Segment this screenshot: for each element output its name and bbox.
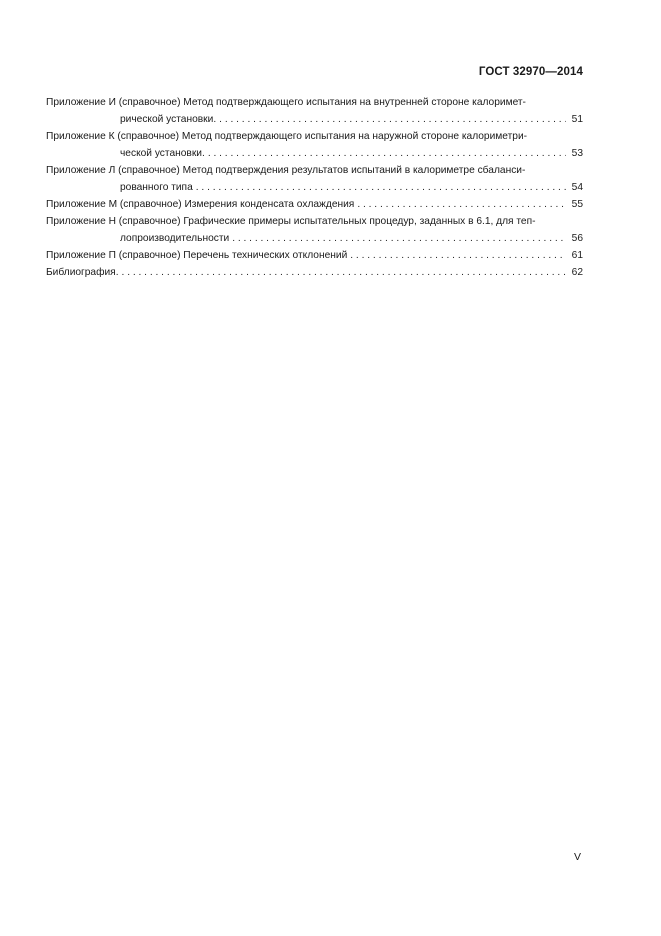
toc-entry-title: Приложение К (справочное) Метод подтверждающего испытания на наружной стороне калориметри- <box>46 131 528 142</box>
toc-entry-line <box>46 230 583 247</box>
toc-page-number: 56 <box>571 233 583 244</box>
toc-entry-line <box>46 94 583 111</box>
toc-entry-appendix-i[interactable] <box>46 94 583 128</box>
toc-entry-line <box>46 145 583 162</box>
toc-entry-appendix-k[interactable] <box>46 128 583 162</box>
toc-entry-line <box>46 196 583 213</box>
toc-page-number: 55 <box>571 199 583 210</box>
toc-entry-title: Библиография. <box>46 267 119 278</box>
toc-entry-line <box>46 162 583 179</box>
toc-entry-line <box>46 247 583 264</box>
toc-entry-title: Приложение П (справочное) Перечень технических отклонений <box>46 250 348 261</box>
toc-page-number: 51 <box>571 114 583 125</box>
toc-entry-title-continuation: рованного типа <box>120 182 193 193</box>
toc-page-number: 62 <box>571 267 583 278</box>
toc-entry-title-continuation: ческой установки. <box>120 148 205 159</box>
toc-entry-title: Приложение И (справочное) Метод подтверждающего испытания на внутренней стороне калоримет- <box>46 97 526 108</box>
dot-leader <box>196 179 566 196</box>
toc-entry-appendix-l[interactable] <box>46 162 583 196</box>
toc-entry-appendix-n[interactable] <box>46 213 583 247</box>
toc-entry-title-continuation: лопроизводительности <box>120 233 230 244</box>
dot-leader <box>219 111 566 128</box>
toc-entry-title: Приложение Н (справочное) Графические примеры испытательных процедур, заданных в 6.1, для теп- <box>46 216 536 227</box>
dot-leader <box>208 145 566 162</box>
toc-entry-title: Приложение Л (справочное) Метод подтверждения результатов испытаний в калориметре сбаланси- <box>46 165 526 176</box>
toc-entry-appendix-m[interactable] <box>46 196 583 213</box>
dot-leader <box>232 230 566 247</box>
toc-page-number: 53 <box>571 148 583 159</box>
toc-page-number: 61 <box>571 250 583 261</box>
toc-entry-line <box>46 179 583 196</box>
page-folio: V <box>573 851 581 863</box>
toc-page-number: 54 <box>571 182 583 193</box>
toc-entry-line <box>46 111 583 128</box>
toc-entry-line <box>46 128 583 145</box>
dot-leader <box>350 247 566 264</box>
toc-entry-title: Приложение М (справочное) Измерения конденсата охлаждения <box>46 199 355 210</box>
toc-entry-line <box>46 264 583 281</box>
toc-entry-appendix-p[interactable] <box>46 247 583 264</box>
toc-entry-line <box>46 213 583 230</box>
toc-entry-title-continuation: рической установки. <box>120 114 217 125</box>
dot-leader <box>357 196 566 213</box>
toc-entry-bibliography[interactable] <box>46 264 583 281</box>
document-header: ГОСТ 32970—2014 <box>478 66 583 78</box>
dot-leader <box>122 264 566 281</box>
table-of-contents <box>46 94 583 281</box>
